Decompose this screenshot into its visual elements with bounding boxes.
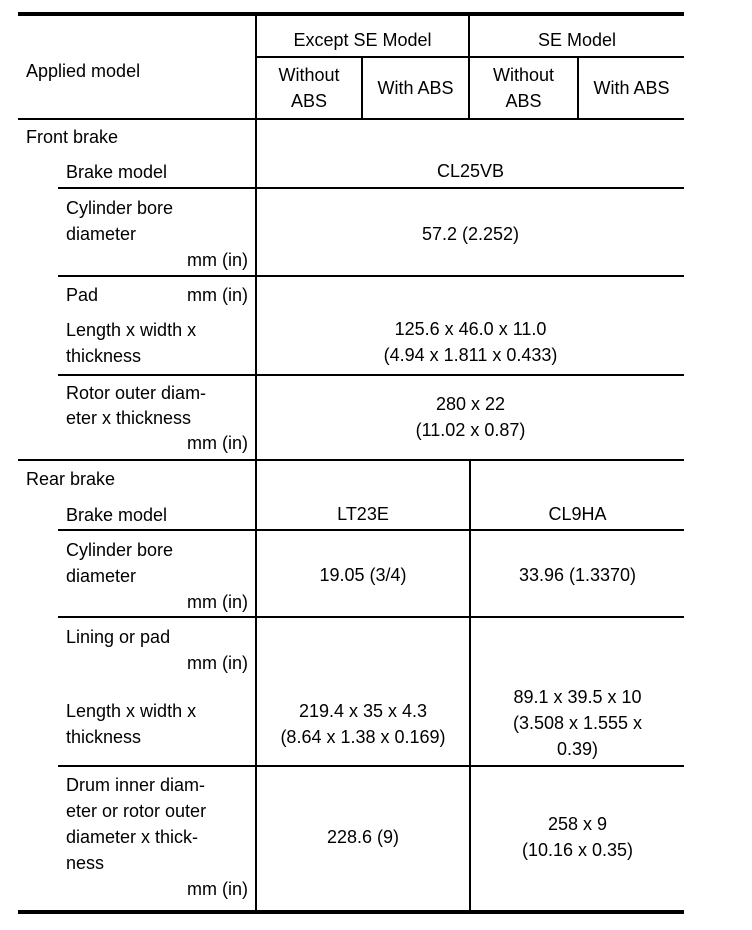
- front-brake-model-label: Brake model: [66, 162, 168, 182]
- except-se-without-abs-line2: ABS: [290, 91, 328, 111]
- rear-drum-label-1: Drum inner diam-: [66, 775, 206, 795]
- rear-lining-except-se-1: 219.4 x 35 x 4.3: [298, 701, 428, 721]
- se-without-abs-line2: ABS: [505, 91, 542, 111]
- rear-lining-se-1: 89.1 x 39.5 x 10: [513, 687, 642, 707]
- front-rotor-unit: mm (in): [187, 433, 248, 453]
- rear-lining-except-se-2: (8.64 x 1.38 x 0.169): [280, 727, 446, 747]
- rear-drum-label-2: eter or rotor outer: [66, 801, 207, 821]
- rear-lining-dim-label-2: thickness: [66, 727, 142, 747]
- front-bore-label-2: diameter: [66, 224, 137, 244]
- rear-lining-se-3: 0.39): [556, 739, 599, 759]
- front-rotor-label-2: eter x thickness: [66, 408, 192, 428]
- rear-drum-label-4: ness: [66, 853, 105, 873]
- label-column-divider: [255, 14, 257, 912]
- front-pad-value-2: (4.94 x 1.811 x 0.433): [383, 345, 558, 365]
- front-pad-label: Pad: [66, 285, 99, 305]
- rear-drum-unit: mm (in): [187, 879, 248, 899]
- rear-brake-title: Rear brake: [26, 469, 116, 489]
- front-brake-title: Front brake: [26, 127, 119, 147]
- rear-bore-label-1: Cylinder bore: [66, 540, 174, 560]
- front-brake-model-value: CL25VB: [436, 161, 505, 181]
- front-pad-divider: [58, 374, 684, 376]
- rear-brake-model-divider: [58, 529, 684, 531]
- section-divider: [18, 459, 684, 461]
- front-pad-dim-label-1: Length x width x: [66, 320, 197, 340]
- front-bore-value: 57.2 (2.252): [421, 224, 520, 244]
- top-border: [18, 12, 684, 16]
- rear-bore-divider: [58, 616, 684, 618]
- rear-lining-dim-label-1: Length x width x: [66, 701, 197, 721]
- front-pad-unit: mm (in): [187, 285, 248, 305]
- rear-bore-se: 33.96 (1.3370): [518, 565, 637, 585]
- front-pad-dim-label-2: thickness: [66, 346, 142, 366]
- rear-brake-model-except-se: LT23E: [337, 504, 389, 524]
- rear-drum-se-2: (10.16 x 0.35): [521, 840, 634, 860]
- front-rotor-label-1: Rotor outer diam-: [66, 383, 207, 403]
- front-brake-model-divider: [58, 187, 684, 189]
- se-without-abs-line1: Without: [492, 65, 555, 85]
- front-bore-divider: [58, 275, 684, 277]
- group-header-divider: [256, 56, 684, 58]
- front-rotor-value-1: 280 x 22: [435, 394, 506, 414]
- front-bore-unit: mm (in): [187, 250, 248, 270]
- applied-model-label: Applied model: [26, 61, 141, 81]
- rear-drum-label-3: diameter x thick-: [66, 827, 199, 847]
- rear-drum-except-se: 228.6 (9): [326, 827, 400, 847]
- front-bore-label-1: Cylinder bore: [66, 198, 174, 218]
- front-rotor-value-2: (11.02 x 0.87): [415, 420, 526, 440]
- except-se-with-abs: With ABS: [377, 78, 454, 98]
- bottom-border: [18, 910, 684, 914]
- rear-bore-unit: mm (in): [187, 592, 248, 612]
- rear-lining-unit: mm (in): [187, 653, 248, 673]
- except-se-model-header: Except SE Model: [293, 30, 432, 50]
- rear-brake-model-se: CL9HA: [548, 504, 607, 524]
- header-bottom-divider: [18, 118, 684, 120]
- except-se-without-abs-line1: Without: [278, 65, 340, 85]
- se-model-header: SE Model: [537, 30, 617, 50]
- rear-brake-model-label: Brake model: [66, 505, 168, 525]
- rear-lining-label: Lining or pad: [66, 627, 171, 647]
- rear-bore-label-2: diameter: [66, 566, 137, 586]
- rear-lining-divider: [58, 765, 684, 767]
- rear-bore-except-se: 19.05 (3/4): [319, 565, 407, 585]
- rear-lining-se-2: (3.508 x 1.555 x: [512, 713, 643, 733]
- rear-drum-se-1: 258 x 9: [547, 814, 608, 834]
- se-with-abs: With ABS: [593, 78, 670, 98]
- front-pad-value-1: 125.6 x 46.0 x 11.0: [394, 319, 547, 339]
